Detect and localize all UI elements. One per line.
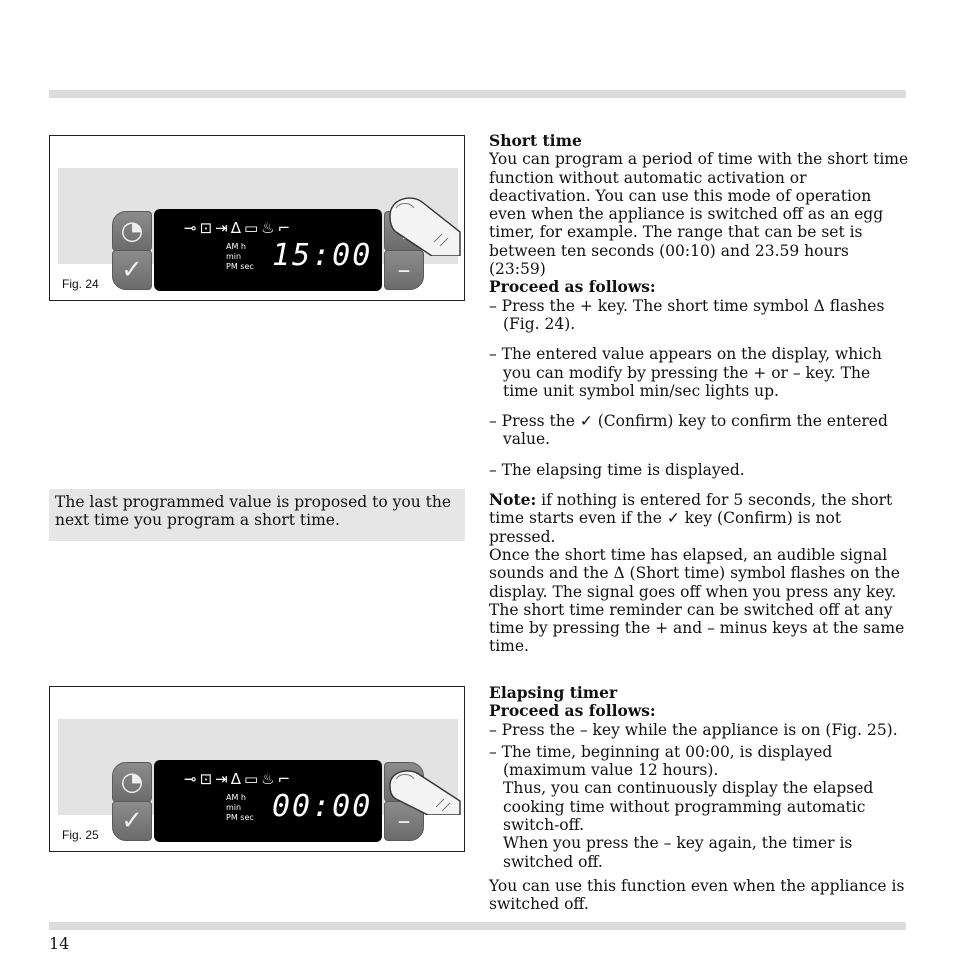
timer-key (112, 762, 152, 802)
display-symbols: ⊸⊡⇥Δ▭♨⌐ (184, 770, 294, 788)
note-paragraph: Note: if nothing is entered for 5 seconds, the short time starts even if the ✓ key (Confirm) is not pressed. (489, 490, 893, 546)
oven-display (154, 209, 382, 291)
minus-icon: – (397, 806, 411, 836)
list-item: – Press the + key. The short time symbol Δ flashes (Fig. 24). (489, 296, 885, 333)
list-item: – The time, beginning at 00:00, is displayed (maximum value 12 hours). (489, 742, 833, 780)
elapsing-timer-section (489, 684, 909, 914)
list-item: – The elapsing time is displayed. (489, 460, 745, 479)
paragraph: Once the short time has elapsed, an audible signal sounds and the Δ (Short time) symbol flashes on the display. The signal goes off when you press any key. The short time reminder can be switched off at any time by pressing the + and – minus keys at the same time. (489, 545, 905, 656)
confirm-key (112, 801, 152, 841)
timer-key (112, 211, 152, 251)
section-heading: Elapsing timer (489, 683, 618, 702)
clock-icon: ◔ (120, 216, 144, 246)
display-digits: 15:00 (272, 238, 373, 273)
confirm-key (112, 250, 152, 290)
list-item: – The entered value appears on the display, which you can modify by pressing the + or – key. The time unit symbol min/sec lights up. (489, 345, 882, 400)
section-heading: Short time (489, 131, 582, 150)
figure-caption: Fig. 25 (62, 828, 99, 842)
finger-pressing-icon (382, 176, 462, 256)
note-label: Note: (489, 490, 537, 510)
time-units: AM h min PM sec (226, 793, 254, 822)
finger-pressing-icon (382, 765, 462, 815)
bottom-rule (49, 922, 906, 930)
paragraph: You can program a period of time with the short time function without automatic activation or deactivation. You can use this mode of operation even when the appliance is switched off as an egg timer, for example. The range that can be set is between ten seconds (00:10) and 23.59 hours (23:59) (489, 150, 909, 279)
subheading: Proceed as follows: (489, 701, 656, 721)
list-continuation: Thus, you can continuously display the elapsed cooking time without programming automatic switch-off. (503, 779, 874, 835)
short-time-section (489, 132, 909, 656)
figure-24 (49, 135, 465, 301)
figure-25 (49, 686, 465, 852)
top-rule (49, 90, 906, 98)
clock-icon: ◔ (120, 767, 144, 797)
figure-caption: Fig. 24 (62, 277, 99, 291)
time-units: AM h min PM sec (226, 242, 254, 271)
paragraph: You can use this function even when the appliance is switched off. (489, 876, 905, 914)
list-item: – Press the – key while the appliance is on (Fig. 25). (489, 720, 898, 739)
subheading: Proceed as follows: (489, 277, 656, 297)
page-number: 14 (49, 934, 70, 953)
minus-icon: – (397, 255, 411, 285)
check-icon: ✓ (121, 255, 143, 285)
info-note-box: The last programmed value is proposed to you the next time you program a short time. (49, 489, 465, 541)
list-continuation: When you press the – key again, the timer is switched off. (503, 834, 853, 871)
display-digits: 00:00 (272, 789, 373, 824)
oven-display (154, 760, 382, 842)
minus-key (384, 250, 424, 290)
display-symbols: ⊸⊡⇥Δ▭♨⌐ (184, 219, 294, 237)
check-icon: ✓ (121, 806, 143, 836)
list-item: – Press the ✓ (Confirm) key to confirm the entered value. (489, 412, 888, 449)
